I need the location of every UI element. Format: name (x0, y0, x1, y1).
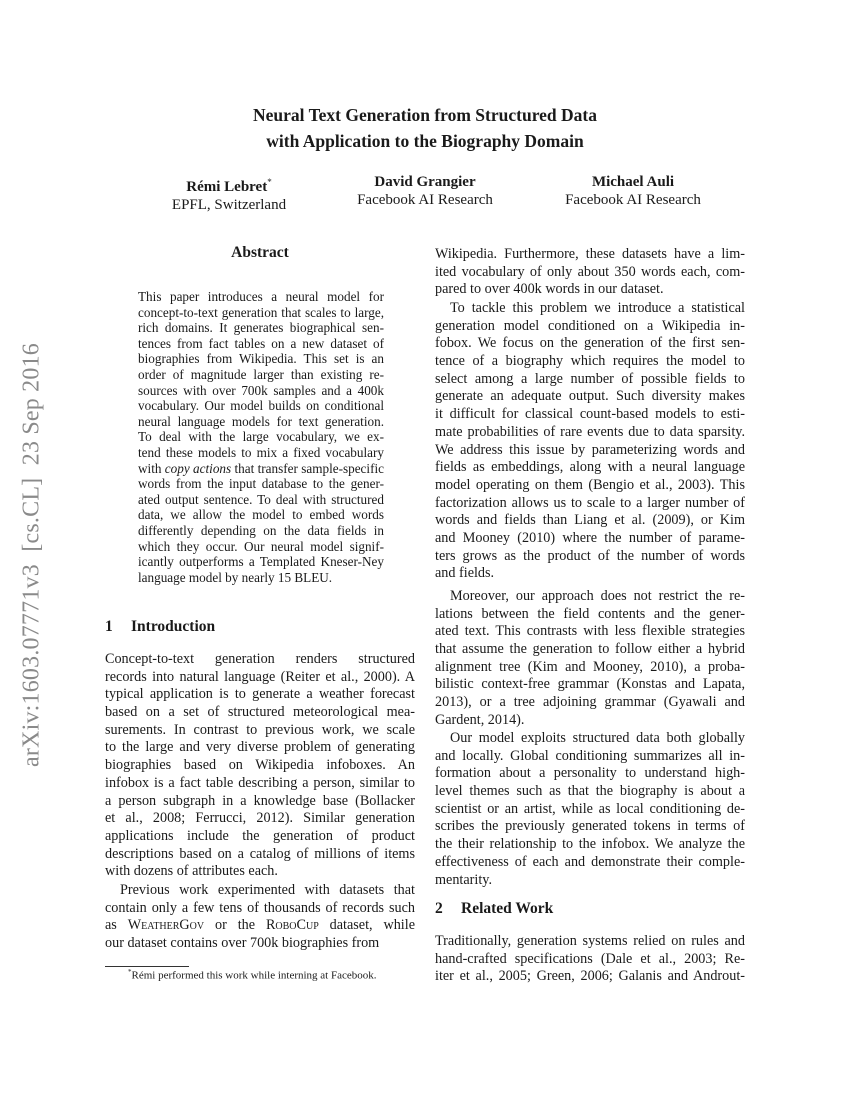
small-caps-text: WeatherGov (127, 917, 205, 934)
text-line: Gardent, 2014). (435, 711, 525, 728)
author-footnote-mark: * (267, 177, 272, 187)
footnote-rule (105, 966, 189, 967)
author-name: Rémi Lebret (186, 179, 268, 195)
text-line: sources with over 700k samples and a 400k (138, 382, 384, 398)
text-line: neural language models for text generation. (138, 413, 384, 429)
text-line: icantly outperforms a Templated Kneser-Ney (138, 554, 384, 570)
text-line: factorization allows us to scale to a larger number of (435, 494, 745, 511)
text-segment: or the (204, 917, 266, 934)
section-heading-introduction (105, 618, 215, 636)
text-line: model operating on them (Bengio et al., 2003). This (435, 476, 745, 493)
text-line: contain only a few tens of thousands of records such (105, 899, 415, 916)
text-line: fobox. We focus on the generation of the first sen- (435, 335, 745, 352)
text-line: mate probabilities of rare events due to data sparsity. (435, 423, 745, 440)
text-line: This paper introduces a neural model for (138, 289, 384, 304)
text-segment: with (138, 460, 165, 476)
text-line: infobox is a fact table describing a person, similar to (105, 774, 415, 791)
intro-paragraph (105, 882, 415, 953)
body-paragraph (435, 246, 745, 299)
text-line: with dozens of attributes each. (105, 863, 278, 880)
arxiv-identifier: arXiv:1603.07771v3 [cs.CL] 23 Sep 2016 (18, 343, 45, 767)
text-line: vocabulary. Our model builds on conditional (138, 398, 384, 414)
text-line: words from the input database to the gener- (138, 476, 384, 492)
text-line: ited vocabulary of only about 350 words each, com- (435, 263, 745, 280)
paper-title (0, 102, 850, 154)
body-paragraph (435, 730, 745, 889)
text-line (138, 461, 384, 477)
text-line: ated output sentence. To deal with structured (138, 491, 384, 507)
text-segment: dataset, while (318, 917, 415, 934)
text-line: which they occur. Our neural model signif- (138, 538, 384, 554)
text-line: biographies from Wikipedia. This set is an (138, 351, 384, 367)
text-line: and locally. Global conditioning summarizes all in- (435, 747, 745, 764)
text-line: generation model conditioned on a Wikipedia in- (435, 317, 745, 334)
text-line: Concept-to-text generation renders structured (105, 651, 415, 667)
text-line: and fields. (435, 565, 495, 582)
text-line: the their relationship to the infobox. We analyze the (435, 836, 745, 853)
text-line: applications include the generation of product (105, 827, 415, 844)
text-line: To tackle this problem we introduce a statistical (450, 300, 745, 316)
text-line: Wikipedia. Furthermore, these datasets have a lim- (435, 246, 745, 262)
text-line: our dataset contains over 700k biographies from (105, 935, 380, 952)
text-line: Previous work experimented with datasets that (120, 882, 415, 898)
small-caps-text: RoboCup (265, 917, 319, 934)
section-title: Introduction (131, 618, 216, 635)
text-line: descriptions based on a catalog of millions of items (105, 845, 415, 862)
footnote-mark: * (128, 968, 132, 976)
text-line: generate an adequate output. Such diversity makes (435, 388, 745, 405)
text-line: language model by nearly 15 BLEU. (138, 569, 333, 585)
text-line: biographies based on Wikipedia infoboxes. An (105, 757, 415, 774)
text-line: concept-to-text generation that scales to large, (138, 304, 384, 320)
text-line: rich domains. It generates biographical sen- (138, 320, 384, 336)
text-segment: that transfer sample-specific (231, 460, 384, 476)
intro-paragraph (105, 651, 415, 881)
body-paragraph (435, 300, 745, 583)
text-line: and Mooney (2010) where the number of parame- (435, 529, 745, 546)
abstract-body (138, 289, 384, 585)
author-affiliation: EPFL, Switzerland (171, 197, 287, 213)
text-line: scribes the previously generated tokens in terms of (435, 818, 745, 835)
text-line: records into natural language (Reiter et al., 2000). A (105, 668, 415, 685)
footnote-text: Rémi performed this work while interning at Facebook. (131, 969, 377, 982)
text-line (105, 917, 415, 935)
abstract-heading: Abstract (231, 244, 289, 261)
text-line: iter et al., 2005; Green, 2006; Galanis and Androut- (435, 968, 745, 985)
text-line: a person subgraph in a knowledge base (Bollacker (105, 792, 415, 809)
footnote (128, 968, 377, 982)
text-line: tend these models to mix a fixed vocabulary (138, 444, 384, 460)
text-line: tences from fact tables on a new dataset of (138, 335, 384, 351)
text-line: pared to over 400k words in our dataset. (435, 281, 664, 298)
text-line: words and fields than Liang et al. (2009), or Kim (435, 512, 745, 529)
text-line: differently depending on the data fields in (138, 522, 384, 538)
text-line: effectiveness of each and demonstrate their comple- (435, 853, 745, 870)
text-line: formation about a personality to understand high- (435, 765, 745, 782)
title-line-1: Neural Text Generation from Structured Data (253, 105, 597, 125)
author-affiliation: Facebook AI Research (357, 192, 493, 208)
author-block (503, 173, 763, 209)
title-line-2: with Application to the Biography Domain (266, 131, 584, 151)
text-line: mentarity. (435, 871, 492, 888)
text-line: level themes such as that the biography is about a (435, 783, 745, 800)
text-line: ters grows as the product of the number of words (435, 547, 745, 564)
text-line: data, we allow the model to embed words (138, 507, 384, 523)
text-line: tence of a biography which requires the model to (435, 353, 745, 370)
text-line: surements. In contrast to previous work, we scale (105, 721, 415, 738)
section-title: Related Work (461, 900, 554, 917)
text-line: We address this issue by parameterizing words and (435, 441, 745, 458)
author-affiliation: Facebook AI Research (565, 192, 701, 208)
text-line: Our model exploits structured data both globally (450, 730, 745, 746)
related-work-paragraph (435, 933, 745, 986)
author-name: Michael Auli (591, 174, 675, 190)
text-line: it difficult for classical count-based models to esti- (435, 406, 745, 423)
italic-text: copy actions (164, 460, 232, 476)
text-line: order of magnitude larger than existing re- (138, 366, 384, 382)
text-line: et al., 2008; Ferrucci, 2012). Similar generation (105, 810, 415, 827)
text-line: select among a large number of possible fields to (435, 370, 745, 387)
text-line: To deal with the large vocabulary, we ex- (138, 429, 384, 445)
text-segment: as (105, 917, 128, 934)
text-line: that assume the generation to follow either a hybrid (435, 641, 745, 658)
text-line: ated text. This contrasts with less flexible strategies (435, 623, 745, 640)
text-line: to the large and very diverse problem of generating (105, 739, 415, 756)
text-line: alignment tree (Kim and Mooney, 2010), a proba- (435, 658, 745, 675)
text-line: Moreover, our approach does not restrict the re- (450, 588, 745, 604)
text-line: lations between the field contents and the gener- (435, 605, 745, 622)
text-line: hand-crafted specifications (Dale et al., 2003; Re- (435, 950, 745, 967)
text-line: scientist or an artist, while as local conditioning de- (435, 800, 745, 817)
text-line: bilistic context-free grammar (Konstas and Lapata, (435, 676, 745, 693)
section-number: 2 (435, 900, 443, 917)
section-number: 1 (105, 618, 113, 635)
body-paragraph (435, 588, 745, 730)
text-line: based on a set of structured meteorological mea- (105, 704, 415, 721)
text-line: 2013), or a tree adjoining grammar (Gyawali and (435, 694, 745, 711)
text-line: fields as embeddings, along with a neural language (435, 459, 745, 476)
text-line: Traditionally, generation systems relied on rules and (435, 933, 745, 949)
text-line: typical application is to generate a weather forecast (105, 686, 415, 703)
section-heading-related-work (435, 900, 553, 918)
author-name: David Grangier (374, 174, 476, 190)
